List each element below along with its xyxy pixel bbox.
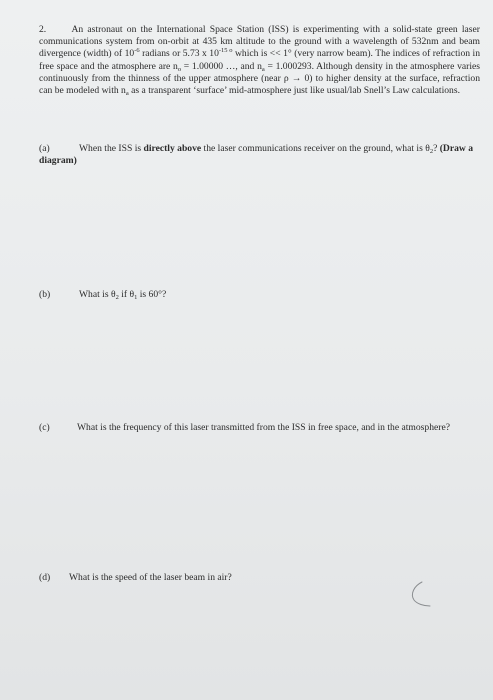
pencil-stroke-mark <box>400 580 440 610</box>
problem-number: 2. <box>39 24 47 35</box>
question-c: (c) What is the frequency of this laser transmitted from the ISS in free space, and in the atmosphere? <box>39 422 450 433</box>
question-c-label: (c) <box>39 422 50 433</box>
question-b: (b) What is $\theta_2$ if $\theta_1$ is 60°? <box>39 289 167 301</box>
question-b-label: (b) <box>39 289 51 300</box>
question-d: (d) What is the speed of the laser beam in air? <box>39 572 232 583</box>
problem-statement: 2. An astronaut on the International Space Station (ISS) is experimenting with a solid-state green laser communications system from on-orbit at 435 km altitude to the ground with a wavelength of 532nm and beam divergence (width) of $10^{-6}$ radians or 5.73 x $10^{-15 o}$ which is << 1° (very narrow beam). The indices of refraction in free space and the atmosphere are $n_o = 1.00000$ …, and $n_a = 1.000293$. Although density in the atmosphere varies continuously from the thinness of the upper atmosphere (near ρ → 0) to higher density at the surface, refraction can be modeled with $n_a$ as a transparent ‘surface’ mid-atmosphere just like usual/lab Snell’s Law calculations. <box>39 24 481 98</box>
question-a: (a) When the ISS is directly above the laser communications receiver on the ground, what is $\theta_2$? (Draw a diagram) <box>39 143 474 167</box>
question-a-label: (a) <box>39 143 50 154</box>
question-d-label: (d) <box>39 572 51 583</box>
